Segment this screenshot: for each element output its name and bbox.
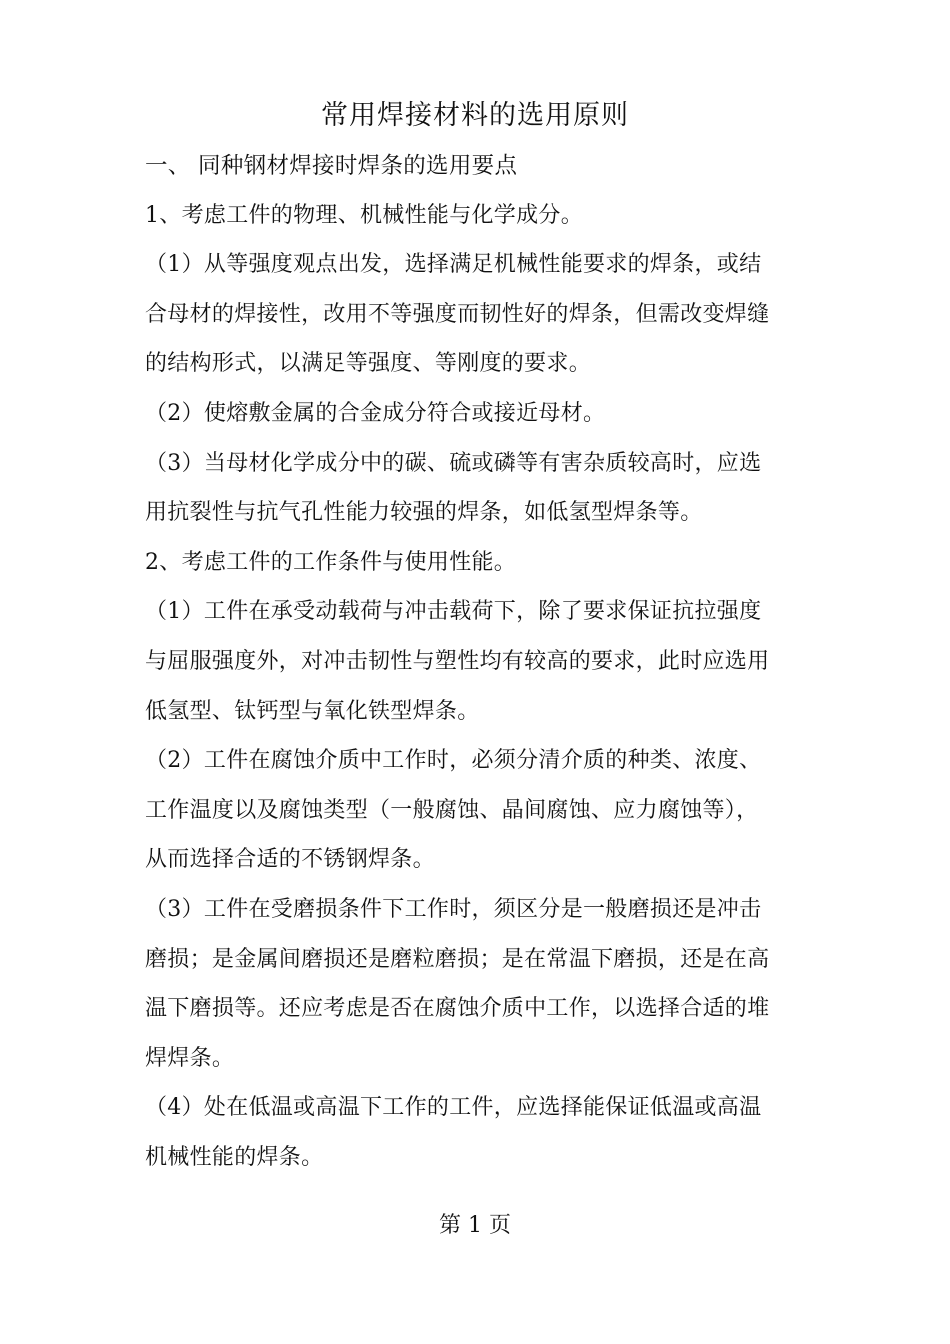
paragraph-line: 磨损；是金属间磨损还是磨粒磨损；是在常温下磨损，还是在高 xyxy=(145,946,770,972)
page-number: 第 1 页 xyxy=(439,1213,511,1238)
paragraph-line: 焊焊条。 xyxy=(145,1045,235,1071)
document-body xyxy=(145,146,815,1187)
paragraph-line: 温下磨损等。还应考虑是否在腐蚀介质中工作，以选择合适的堆 xyxy=(145,996,770,1022)
subsection-heading: 1、考虑工件的物理、机械性能与化学成分。 xyxy=(145,202,583,228)
paragraph-line: 低氢型、钛钙型与氧化铁型焊条。 xyxy=(145,698,480,724)
paragraph-line: 用抗裂性与抗气孔性能力较强的焊条，如低氢型焊条等。 xyxy=(145,500,703,526)
paragraph-line: （2）工件在腐蚀介质中工作时，必须分清介质的种类、浓度、 xyxy=(145,748,762,774)
paragraph-line: 工作温度以及腐蚀类型（一般腐蚀、晶间腐蚀、应力腐蚀等）， xyxy=(145,797,759,823)
paragraph-line: （2）使熔敷金属的合金成分符合或接近母材。 xyxy=(145,400,606,426)
paragraph-line: 与屈服强度外，对冲击韧性与塑性均有较高的要求，此时应选用 xyxy=(145,648,770,674)
paragraph-line: （1）从等强度观点出发，选择满足机械性能要求的焊条，或结 xyxy=(145,252,762,278)
paragraph-line: 的结构形式，以满足等强度、等刚度的要求。 xyxy=(145,351,592,377)
paragraph-line: （3）当母材化学成分中的碳、硫或磷等有害杂质较高时，应选 xyxy=(145,450,762,476)
paragraph-line: （1）工件在承受动载荷与冲击载荷下，除了要求保证抗拉强度 xyxy=(145,599,762,625)
paragraph-line: （3）工件在受磨损条件下工作时，须区分是一般磨损还是冲击 xyxy=(145,896,762,922)
paragraph-line: 从而选择合适的不锈钢焊条。 xyxy=(145,847,435,873)
subsection-heading: 2、考虑工件的工作条件与使用性能。 xyxy=(145,549,517,575)
page-title: 常用焊接材料的选用原则 xyxy=(321,100,629,131)
section-heading: 一、 同种钢材焊接时焊条的选用要点 xyxy=(145,153,518,179)
paragraph-line: 机械性能的焊条。 xyxy=(145,1144,324,1170)
paragraph-line: 合母材的焊接性，改用不等强度而韧性好的焊条，但需改变焊缝 xyxy=(145,301,770,327)
paragraph-line: （4）处在低温或高温下工作的工件，应选择能保证低温或高温 xyxy=(145,1095,762,1121)
